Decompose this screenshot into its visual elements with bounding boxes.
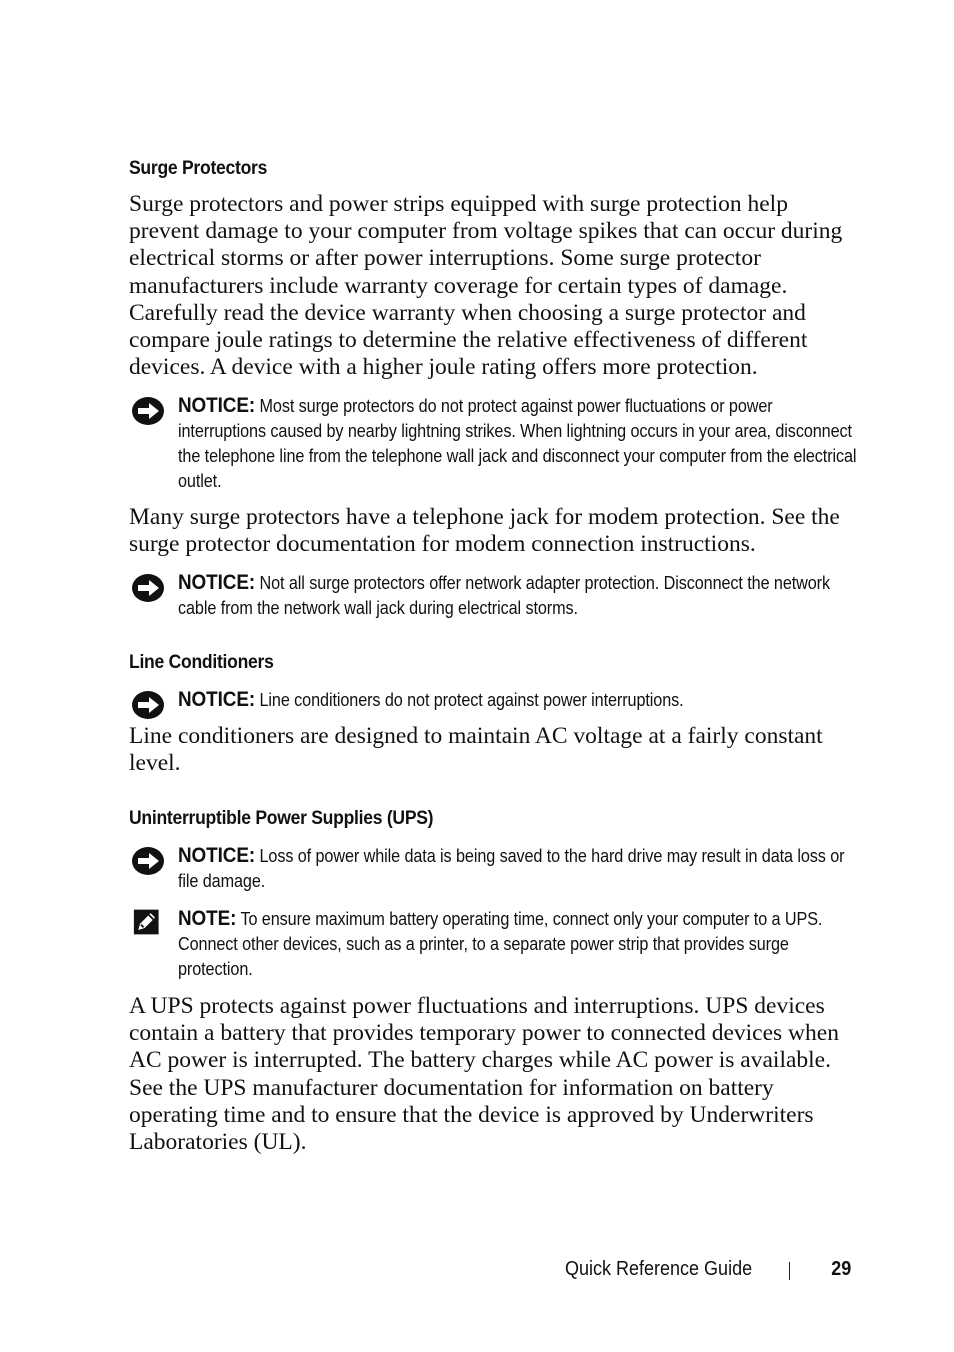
paragraph-ups: A UPS protects against power fluctuations and interruptions. UPS devices contain a battery that provides temporary power to connected devices when AC power is interrupted. The battery charges while AC power is available. See the UPS manufacturer documentation for information on battery operating time and to ensure that the device is approved by Underwriters Laboratories (UL). [129, 993, 839, 1156]
notice-text: Most surge protectors do not protect against power fluctuations or power interruptions caused by nearby lightning strikes. When lightning occurs in your area, disconnect the telephone line from the telephone wall jack and disconnect your computer from the electrical outlet. [178, 396, 857, 491]
notice-text: Line conditioners do not protect against power interruptions. [259, 690, 684, 710]
notice-icon [131, 846, 165, 876]
notice-line-conditioners [129, 687, 857, 713]
paragraph-line-conditioners: Line conditioners are designed to maintain AC voltage at a fairly constant level. [129, 723, 823, 777]
notice-label: NOTICE: [178, 844, 256, 867]
notice-label: NOTICE: [178, 571, 256, 594]
notice-text: Loss of power while data is being saved to the hard drive may result in data loss or file damage. [178, 846, 845, 891]
heading-surge-protectors: Surge Protectors [129, 157, 268, 179]
note-battery-time [129, 906, 857, 982]
footer-guide-title: Quick Reference Guide [565, 1258, 753, 1280]
paragraph-surge-intro: Surge protectors and power strips equipped with surge protection help prevent damage to your computer from voltage spikes that can occur during electrical storms or after power interruptions. Some surge protector manufacturers include warranty coverage for certain types of damage. Carefully read the device warranty when choosing a surge protector and compare joule ratings to determine the relative effectiveness of different devices. A device with a higher joule rating offers more protection. [129, 191, 843, 381]
page-number: 29 [830, 1258, 851, 1280]
notice-text: Not all surge protectors offer network adapter protection. Disconnect the network cable from the network wall jack during electrical storms. [178, 573, 831, 618]
notice-icon [131, 396, 165, 426]
notice-label: NOTICE: [178, 688, 256, 711]
paragraph-telephone-jack: Many surge protectors have a telephone jack for modem protection. See the surge protector documentation for modem connection instructions. [129, 504, 840, 558]
heading-line-conditioners: Line Conditioners [129, 651, 274, 673]
notice-lightning [129, 393, 857, 494]
notice-icon [131, 573, 165, 603]
note-icon [133, 907, 163, 937]
note-text: To ensure maximum battery operating time, connect only your computer to a UPS. Connect other devices, such as a printer, to a separate power strip that provides surge protection. [178, 909, 823, 979]
heading-ups: Uninterruptible Power Supplies (UPS) [129, 807, 434, 829]
note-label: NOTE: [178, 907, 237, 930]
footer-divider [789, 1262, 790, 1280]
page-footer [565, 1256, 855, 1282]
notice-network-adapter [129, 570, 857, 621]
notice-icon [131, 690, 165, 720]
notice-label: NOTICE: [178, 394, 256, 417]
notice-data-loss [129, 843, 857, 894]
